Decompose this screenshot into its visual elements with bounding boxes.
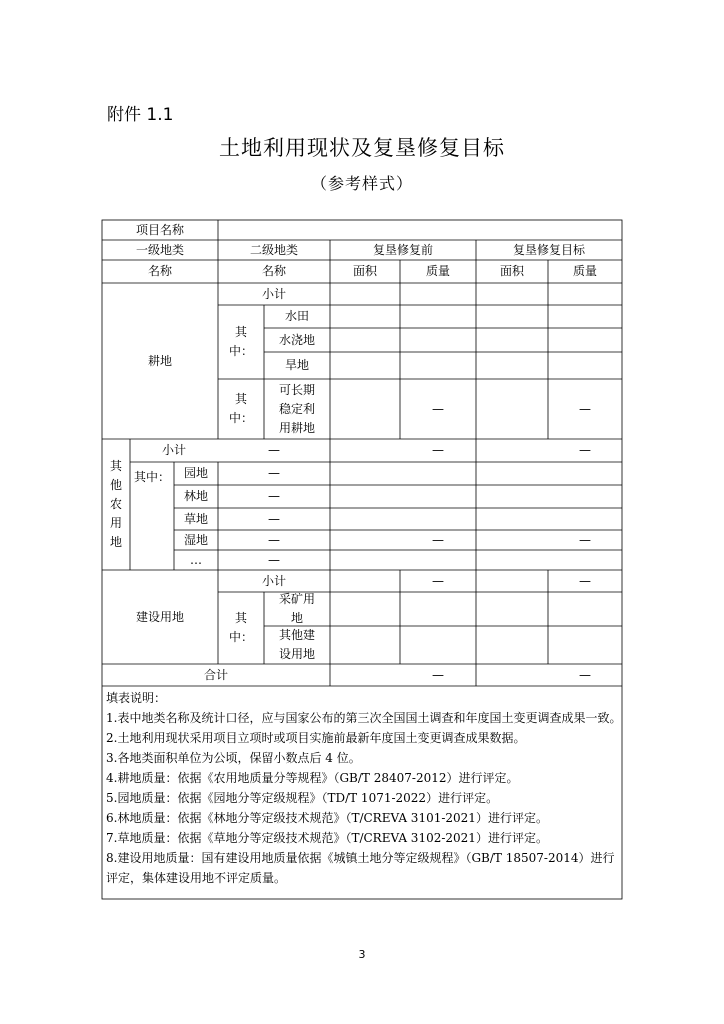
note-4: 4.耕地质量：依据《农用地质量分等规程》（GB/T 28407-2012）进行评定。 [106,771,519,785]
total-quality-before-dash: — [432,667,444,682]
header-quality-target: 质量 [572,264,597,278]
forest-label: 林地 [183,489,208,503]
stable-qizhong: 其 中： [228,392,253,425]
ellipsis-label: … [190,552,202,567]
fill-instructions [106,688,622,888]
total-label: 合计 [203,667,228,682]
construction-qizhong: 其 中： [228,611,253,644]
page-number: 3 [358,948,366,961]
forest-dash: — [268,489,280,503]
stable-quality-before-dash: — [432,401,444,416]
dry-land-label: 旱地 [284,358,309,372]
header-before: 复垦修复前 [372,242,433,257]
note-6: 6.林地质量：依据《林地分等定级技术规范》（T/CREVA 3101-2021）进行评定。 [106,811,548,825]
header-target: 复垦修复目标 [512,242,585,257]
wetland-quality-target-dash: — [579,532,591,547]
page-subtitle: （参考样式） [310,174,413,193]
orchard-label: 园地 [183,466,208,480]
note-5: 5.园地质量：依据《园地分等定级规程》（TD/T 1071-2022）进行评定。 [106,791,499,805]
other-ag-quality-before-dash: — [432,443,444,457]
other-ag-label: 其 他 农 用 地 [109,459,122,549]
construction-quality-target-dash: — [579,573,591,588]
header-area-before: 面积 [352,264,377,278]
other-construction-label: 其他建 设用地 [278,628,315,661]
note-2: 2.土地利用现状采用项目立项时或项目实施前最新年度国土变更调查成果数据。 [106,731,526,745]
farmland-subtotal: 小计 [261,286,286,301]
ellipsis-dash: — [268,552,280,567]
grass-dash: — [268,511,280,526]
attachment-label: 附件 1.1 [107,105,174,125]
other-ag-qizhong: 其中： [133,469,170,484]
notes-heading: 填表说明： [106,691,167,705]
project-name-value[interactable] [218,220,622,240]
header-level1: 一级地类 [135,242,184,257]
header-level2: 二级地类 [249,242,298,257]
header-name1: 名称 [147,264,172,278]
orchard-dash: — [268,466,280,480]
farmland-label: 耕地 [147,353,172,368]
wetland-label: 湿地 [183,532,208,547]
header-area-target: 面积 [499,264,524,278]
other-ag-quality-target-dash: — [579,443,591,457]
grass-label: 草地 [183,511,208,526]
note-1: 1.表中地类名称及统计口径，应与国家公布的第三次全国国土调查和年度国土变更调查成果一致。 [106,711,622,725]
note-8: 8.建设用地质量：国有建设用地质量依据《城镇土地分等定级规程》（GB/T 18507-2014）进行评定，集体建设用地不评定质量。 [106,851,615,885]
paddy-label: 水田 [284,309,309,323]
farmland-qizhong: 其 中： [228,325,253,358]
stable-quality-target-dash: — [579,401,591,416]
note-3: 3.各地类面积单位为公顷，保留小数点后 4 位。 [106,751,361,765]
note-7: 7.草地质量：依据《草地分等定级技术规范》（T/CREVA 3102-2021）进行评定。 [106,831,548,845]
other-ag-subtotal: 小计 [161,443,186,457]
header-quality-before: 质量 [425,264,450,278]
total-quality-target-dash: — [579,667,591,682]
irrigated-label: 水浇地 [278,332,315,347]
construction-label: 建设用地 [135,609,184,624]
other-ag-subtotal-dash: — [268,443,280,457]
wetland-quality-before-dash: — [432,532,444,547]
stable-farmland-label: 可长期 稳定利 用耕地 [278,382,315,435]
header-name2: 名称 [261,264,286,278]
wetland-dash: — [268,532,280,547]
mining-label: 采矿用 地 [278,592,315,625]
construction-subtotal: 小计 [261,573,286,588]
project-name-label: 项目名称 [135,222,184,237]
page-title: 土地利用现状及复垦修复目标 [219,136,505,160]
construction-quality-before-dash: — [432,573,444,588]
